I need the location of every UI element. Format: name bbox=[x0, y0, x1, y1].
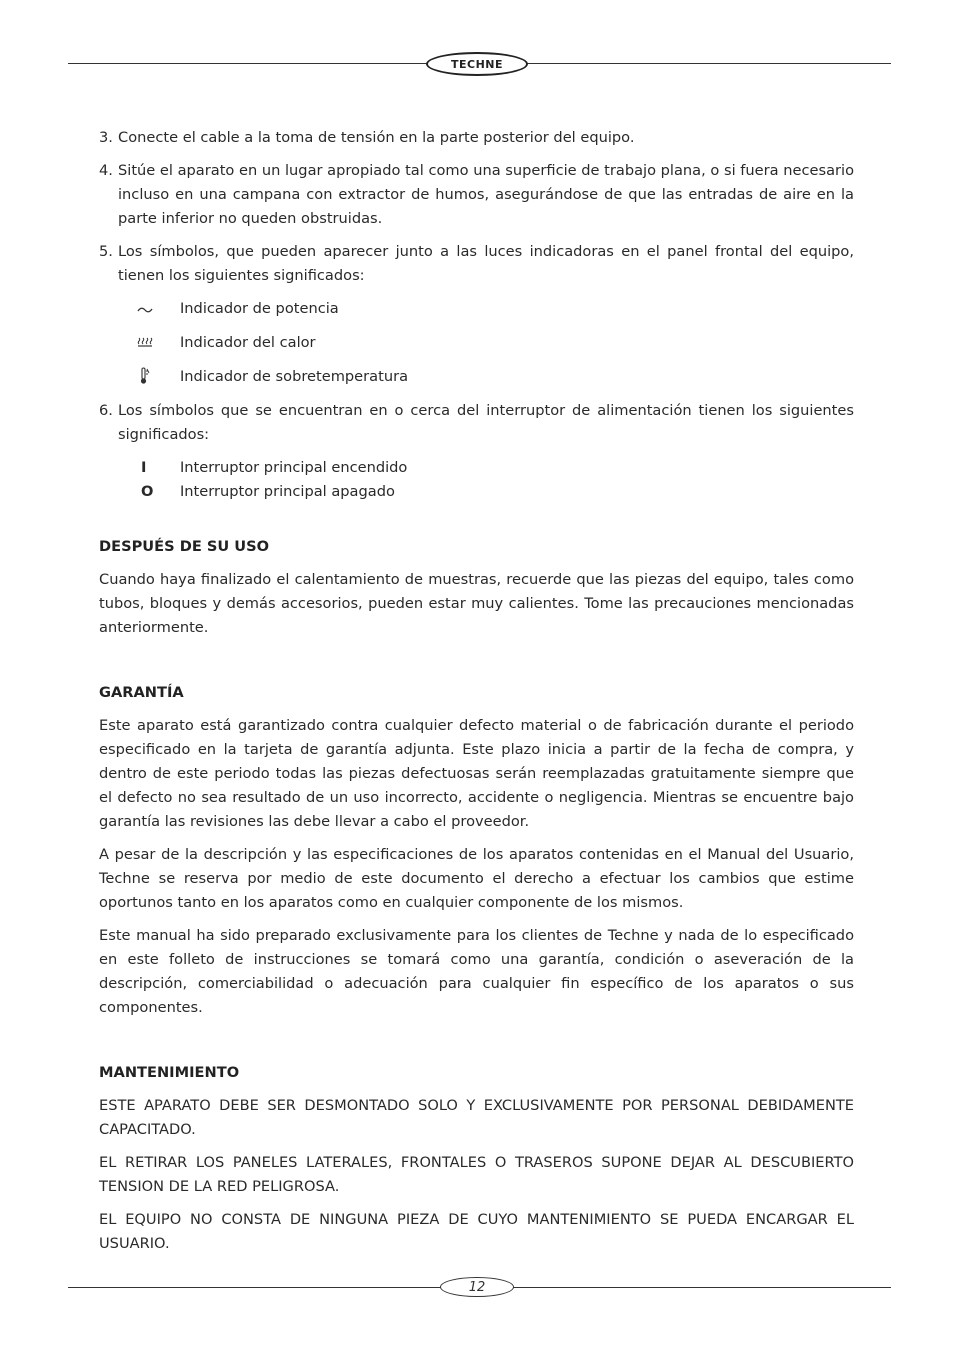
switch-row bbox=[137, 480, 854, 504]
indicator-label: Indicador del calor bbox=[180, 334, 316, 351]
list-number: 5. bbox=[99, 243, 113, 260]
indicator-row bbox=[137, 331, 854, 355]
switch-label: Interruptor principal apagado bbox=[180, 483, 395, 500]
list-text: Los símbolos, que pueden aparecer junto a las luces indicadoras en el panel frontal del equipo, tienen los siguientes significados: bbox=[118, 243, 854, 284]
paragraph: Cuando haya finalizado el calentamiento de muestras, recuerde que las piezas del equipo, tales como tubos, bloques y demás accesorios, pueden estar muy calientes. Tome las precauciones mencionadas anteriormente. bbox=[99, 571, 854, 636]
paragraph: Este manual ha sido preparado exclusivamente para los clientes de Techne y nada de lo especificado en este folleto de instrucciones se tomará como una garantía, condición o aseveración de la descripción, comerciabilidad o adecuación para cualquier fin específico de los aparatos o sus componentes. bbox=[99, 927, 854, 1016]
list-text: Los símbolos que se encuentran en o cerca del interruptor de alimentación tienen los siguientes significados: bbox=[118, 402, 854, 443]
switch-label: Interruptor principal encendido bbox=[180, 459, 408, 476]
list-text: Sitúe el aparato en un lugar apropiado tal como una superficie de trabajo plana, o si fuera necesario incluso en una campana con extractor de humos, asegurándose de que las entradas de aire en la parte inferior no queden obstruidas. bbox=[118, 162, 854, 227]
page-content bbox=[99, 126, 854, 1265]
indicator-row bbox=[137, 297, 854, 321]
section-heading-warranty: GARANTÍA bbox=[99, 684, 184, 701]
list-text: Conecte el cable a la toma de tensión en la parte posterior del equipo. bbox=[118, 129, 635, 146]
logo-text: TECHNE bbox=[450, 57, 504, 71]
switch-on-glyph: I bbox=[141, 459, 147, 476]
paragraph: A pesar de la descripción y las especificaciones de los aparatos contenidas en el Manual del Usuario, Techne se reserva por medio de este documento el derecho a efectuar los cambios que estime oportunos tanto en los aparatos como en cualquier componente de los mismos. bbox=[99, 846, 854, 911]
section-heading-maintenance: MANTENIMIENTO bbox=[99, 1064, 240, 1081]
switch-symbols bbox=[99, 456, 854, 504]
list-number: 3. bbox=[99, 129, 113, 146]
indicator-label: Indicador de sobretemperatura bbox=[180, 368, 409, 385]
list-item bbox=[99, 240, 854, 288]
heat-waves-icon bbox=[137, 331, 180, 355]
page-number: 12 bbox=[440, 1277, 514, 1297]
list-number: 6. bbox=[99, 402, 113, 419]
switch-row bbox=[137, 456, 854, 480]
indicator-label: Indicador de potencia bbox=[180, 300, 339, 317]
paragraph: EL EQUIPO NO CONSTA DE NINGUNA PIEZA DE CUYO MANTENIMIENTO SE PUEDA ENCARGAR EL USUARIO. bbox=[99, 1211, 854, 1252]
list-number: 4. bbox=[99, 162, 113, 179]
paragraph: Este aparato está garantizado contra cualquier defecto material o de fabricación durante el periodo especificado en la tarjeta de garantía adjunta. Este plazo inicia a partir de la fecha de compra, y dentro de este periodo todas las piezas defectuosas serán reemplazadas gratuitamente siempre que el defecto no sea resultado de un uso incorrecto, accidente o negligencia. Mientras se encuentre bajo garantía las revisiones las debe llevar a cabo el proveedor. bbox=[99, 717, 854, 830]
tilde-power-icon bbox=[137, 297, 180, 321]
list-item bbox=[99, 399, 854, 447]
list-item bbox=[99, 126, 854, 150]
indicator-row bbox=[137, 365, 854, 389]
paragraph: EL RETIRAR LOS PANELES LATERALES, FRONTALES O TRASEROS SUPONE DEJAR AL DESCUBIERTO TENSION DE LA RED PELIGROSA. bbox=[99, 1154, 854, 1195]
techne-logo bbox=[426, 52, 528, 76]
switch-off-glyph: O bbox=[141, 483, 154, 500]
paragraph: ESTE APARATO DEBE SER DESMONTADO SOLO Y EXCLUSIVAMENTE POR PERSONAL DEBIDAMENTE CAPACITADO. bbox=[99, 1097, 854, 1138]
indicator-symbols bbox=[99, 297, 854, 389]
section-heading-after-use: DESPUÉS DE SU USO bbox=[99, 538, 270, 555]
list-item bbox=[99, 159, 854, 231]
thermometer-icon bbox=[137, 365, 180, 389]
